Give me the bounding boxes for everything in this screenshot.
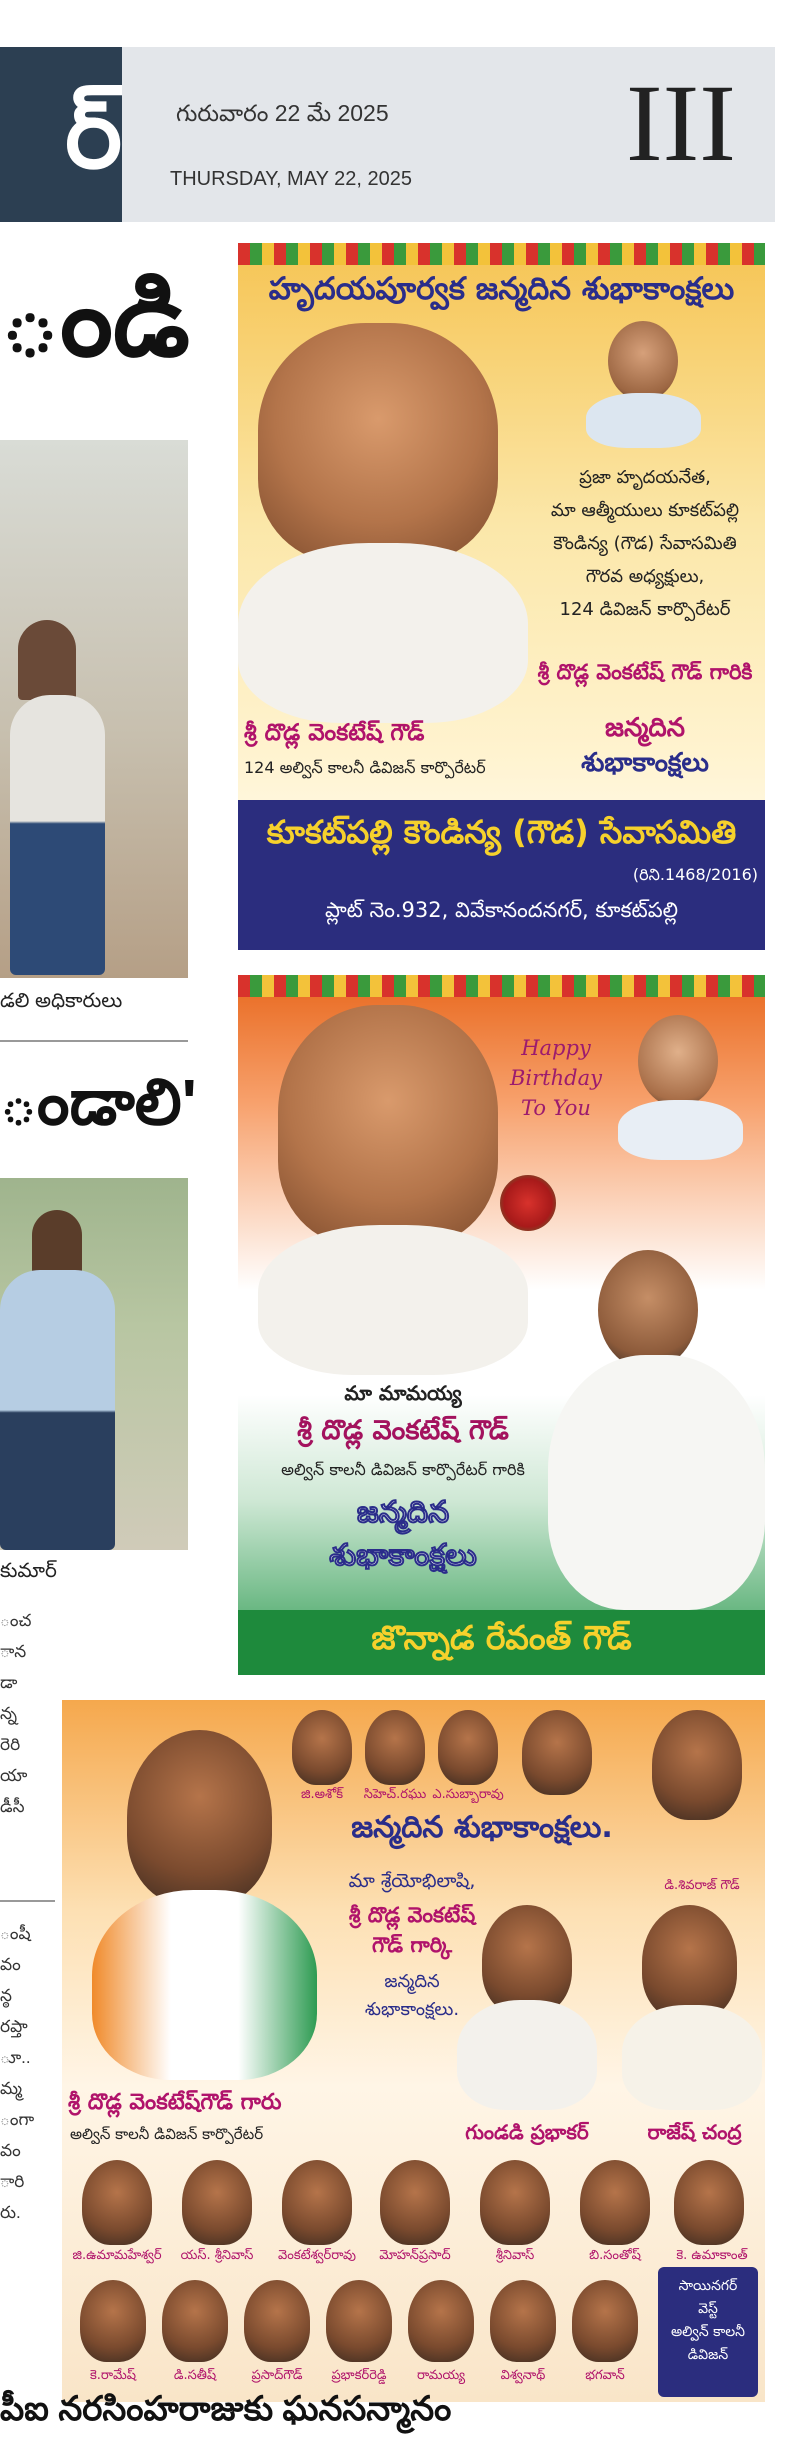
sender-name: జొన్నాడ రేవంత్ గౌడ్: [371, 1618, 632, 1657]
person-label: డి.సతీష్: [173, 2368, 217, 2383]
text-line: డా: [0, 1673, 18, 1692]
portrait-small: [638, 1015, 718, 1107]
organization-address: ప్లాట్ నెం.932, వివేకానందనగర్, కూకట్‌పల్లి: [324, 898, 679, 922]
portrait-designation: అల్విన్ కాలనీ డివిజన్ కార్పొరేటర్: [70, 2125, 264, 2143]
person-name: రాజేష్ చంద్ర: [647, 2120, 742, 2144]
headline-2: ండాలి': [0, 1066, 197, 1138]
ad-line: మా శ్రేయోభిలాషి,: [348, 1870, 476, 1892]
portrait-name: శ్రీ దొడ్ల వెంకటేష్ గౌడ్: [244, 720, 425, 746]
ad-line: ప్రజా హృదయనేత,: [579, 467, 711, 488]
headline-1: ండి: [0, 262, 190, 378]
text-line: న్న: [0, 1704, 17, 1723]
rose-bouquet-icon: [500, 1175, 556, 1231]
division-label: [658, 2275, 758, 2367]
divider: [0, 1900, 55, 1902]
page-number: III: [626, 62, 736, 184]
division-line: సాయినగర్: [678, 2278, 738, 2294]
text-line: వం: [0, 1955, 21, 1974]
text-line: వం: [0, 2141, 21, 2160]
portrait-main: [278, 1005, 498, 1245]
portrait-small: [292, 1710, 352, 1785]
date-telugu: గురువారం 22 మే 2025: [176, 100, 389, 126]
relation-text: మా మామయ్య: [344, 1381, 462, 1405]
portrait-small: [522, 1710, 592, 1795]
portrait-main: [127, 1730, 272, 1905]
wish-text: జన్మదిన శుభాకాంక్షలు.: [351, 1810, 613, 1845]
article-text-2: [0, 1918, 34, 2228]
honoree-designation: అల్విన్ కాలనీ డివిజన్ కార్పొరేటర్ గారికి: [281, 1460, 525, 1479]
person-label: యస్. శ్రీనివాస్: [180, 2248, 254, 2263]
person-label: రామయ్య: [416, 2368, 466, 2383]
person-label: సిహెచ్.రఘు: [363, 1787, 427, 1802]
person-label: బి.సంతోష్: [589, 2248, 641, 2263]
ad-line: మా ఆత్మీయులు కూకట్‌పల్లి: [550, 500, 740, 521]
portrait-shirt: [92, 1890, 317, 2080]
portrait-medium: [642, 1905, 737, 2020]
portrait-small: [182, 2160, 252, 2245]
text-line: ాన: [0, 1642, 27, 1661]
name-line: గౌడ్ గార్కి: [371, 1933, 453, 1957]
ad-line: 124 డివిజన్ కార్పొరేటర్: [559, 599, 731, 620]
division-line: వెస్ట్: [698, 2301, 718, 2317]
hb-line: To You: [521, 1096, 591, 1120]
portrait-small: [608, 321, 678, 401]
person-label: ప్రభాకర్‌రెడ్డి: [331, 2368, 387, 2383]
birthday-ad-1: [238, 243, 765, 950]
wish-line-1: జన్మదిన: [605, 713, 685, 743]
portrait-small: [244, 2280, 310, 2362]
portrait-small: [80, 2280, 146, 2362]
portrait-young: [598, 1250, 698, 1370]
text-line: ంచ: [0, 1611, 32, 1630]
portrait-shirt: [238, 543, 528, 723]
person-label: విశ్వనాథ్: [500, 2368, 546, 2383]
person-label: ప్రసాద్‌గౌడ్: [251, 2368, 303, 2383]
portrait-small: [326, 2280, 392, 2362]
article-text-1: [0, 1605, 31, 1822]
portrait-young-shirt: [548, 1355, 765, 1610]
portrait-designation: 124 అల్విన్ కాలనీ డివిజన్ కార్పొరేటర్: [244, 758, 486, 777]
next-headline: పీఐ నరసింహరాజుకు ఘనసన్మానం: [0, 2390, 452, 2428]
person-label: వెంకటేశ్వర్‌రావు: [278, 2248, 356, 2263]
organization-name: కూకట్‌పల్లి కౌండిన్య (గౌడ) సేవాసమితి: [266, 813, 737, 851]
portrait-main: [258, 323, 498, 563]
text-line: ారి: [0, 2172, 25, 2191]
person-label: కె. ఉమాకాంత్: [676, 2248, 748, 2263]
ad-line: గౌరవ అధ్యక్షులు,: [585, 566, 705, 587]
portrait-small: [490, 2280, 556, 2362]
portrait-small: [82, 2160, 152, 2245]
portrait-small: [480, 2160, 550, 2245]
news-photo-1: [0, 440, 188, 978]
person-body: [0, 1270, 115, 1550]
flower-garland: [238, 243, 765, 265]
ad-title: హృదయపూర్వక జన్మదిన శుభాకాంక్షలు: [268, 271, 735, 307]
person-label: జి.ఉమామహేశ్వర్: [72, 2248, 162, 2263]
wish-line: జన్మదిన: [384, 1971, 440, 1992]
honoree-name: శ్రీ దొడ్ల వెంకటేష్ గౌడ్: [297, 1415, 509, 1446]
portrait-small-shirt: [586, 393, 701, 448]
text-line: రు.: [0, 2203, 21, 2222]
division-line: అల్విన్ కాలనీ: [670, 2324, 746, 2340]
portrait-small-shirt: [618, 1100, 743, 1160]
portrait-small: [365, 1710, 425, 1785]
person-name: గుండడి ప్రభాకర్: [465, 2120, 589, 2144]
person-body: [10, 695, 105, 975]
person-label: కె.రామేష్: [89, 2368, 137, 2383]
portrait-small: [572, 2280, 638, 2362]
photo-caption-1: డలి అధికారులు: [0, 990, 123, 1012]
portrait-small: [674, 2160, 744, 2245]
photo-caption-2: కుమార్: [0, 1560, 57, 1582]
portrait-small: [438, 1710, 498, 1785]
hb-line: Happy: [521, 1036, 591, 1060]
portrait-shirt: [258, 1225, 528, 1375]
text-line: డీసీ: [0, 1797, 25, 1816]
wish-line: శుభాకాంక్షలు.: [364, 1999, 460, 2020]
birthday-ad-3: [62, 1700, 765, 2402]
text-line: రెరి: [0, 1735, 21, 1754]
text-line: రప్తా: [0, 2017, 28, 2036]
portrait-small: [652, 1710, 742, 1820]
person-label: శ్రీనివాస్: [495, 2248, 535, 2263]
portrait-small: [162, 2280, 228, 2362]
logo-text: ర్: [65, 81, 122, 188]
division-line: డివిజన్: [687, 2347, 729, 2363]
person-label: మోహన్‌ప్రసాద్: [379, 2248, 451, 2263]
happy-birthday-text: [496, 1033, 616, 1123]
wish-line-1: జన్మదిన: [356, 1495, 450, 1530]
flower-garland: [238, 975, 765, 997]
portrait-small: [282, 2160, 352, 2245]
person-label: ఎ.సుబ్బారావు: [432, 1787, 504, 1802]
text-line: ంగా: [0, 2110, 35, 2129]
portrait-medium-shirt: [622, 2005, 762, 2110]
wish-line-2: శుభాకాంక్షలు: [581, 748, 709, 778]
portrait-medium: [482, 1905, 572, 2015]
ad-line: కౌండిన్య (గౌడ) సేవాసమితి: [553, 533, 737, 554]
birthday-ad-2: [238, 975, 765, 1675]
person-head: [32, 1210, 82, 1276]
hb-line: Birthday: [510, 1066, 602, 1090]
person-label: జి.అశోక్: [300, 1787, 344, 1802]
portrait-name: శ్రీ దొడ్ల వెంకటేష్‌గౌడ్ గారు: [68, 2090, 282, 2115]
text-line: మ్మ: [0, 2079, 22, 2098]
portrait-small: [580, 2160, 650, 2245]
text-line: యా: [0, 1766, 28, 1785]
person-label: భగవాన్: [585, 2368, 625, 2383]
portrait-small: [408, 2280, 474, 2362]
text-line: న్ఠ: [0, 1986, 12, 2005]
portrait-small: [380, 2160, 450, 2245]
honoree-name: శ్రీ దొడ్ల వెంకటేష్ గౌడ్ గారికి: [537, 660, 753, 684]
wish-line-2: శుభాకాంక్షలు: [329, 1538, 477, 1573]
text-line: ంషీ: [0, 1924, 31, 1943]
date-english: THURSDAY, MAY 22, 2025: [170, 168, 412, 190]
text-line: ూ..: [0, 2048, 31, 2067]
divider: [0, 1040, 188, 1042]
news-photo-2: [0, 1178, 188, 1550]
newspaper-logo: [0, 47, 122, 222]
name-line: శ్రీ దొడ్ల వెంకటేష్: [348, 1903, 476, 1927]
registration-number: (రిని.1468/2016): [632, 865, 758, 884]
ad-body: [530, 461, 760, 626]
person-head: [18, 620, 76, 700]
person-label: డి.శివరాజ్ గౌడ్: [664, 1878, 740, 1893]
portrait-medium-shirt: [457, 2000, 597, 2110]
